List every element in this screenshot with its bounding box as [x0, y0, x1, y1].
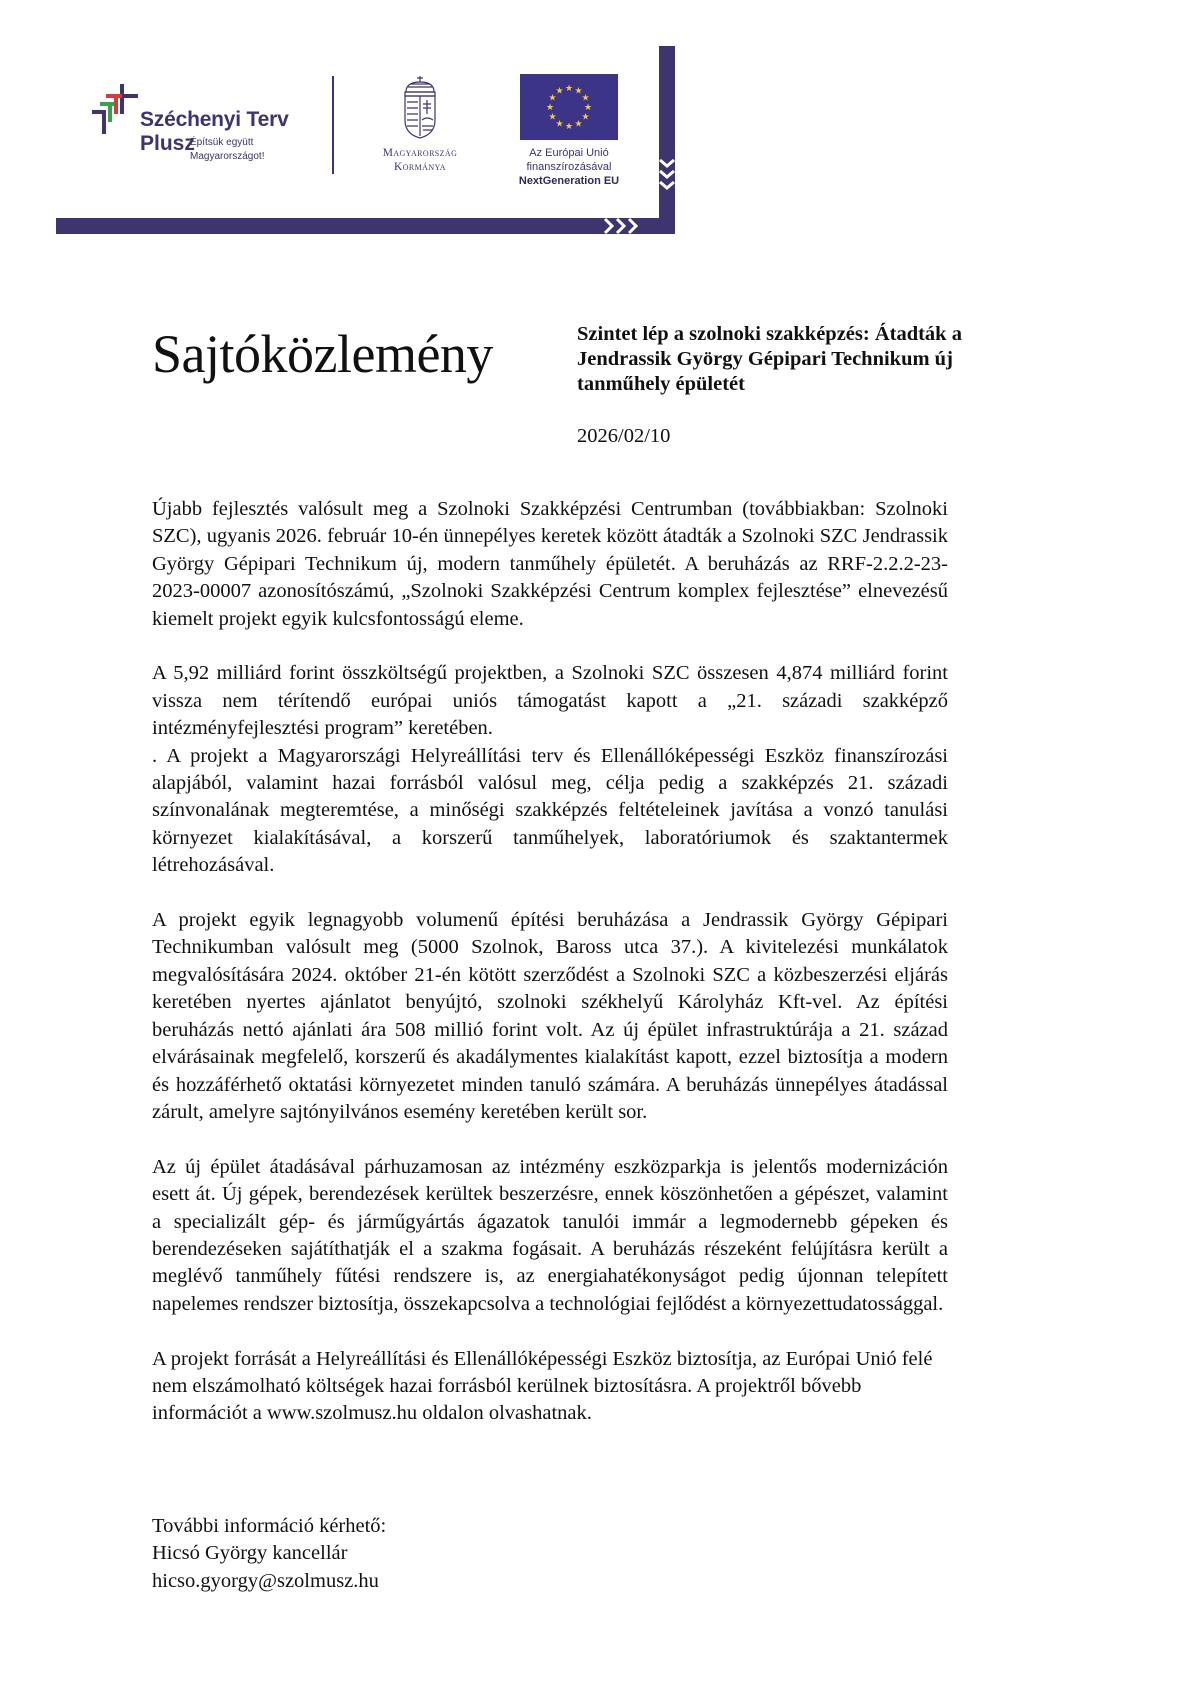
eu-stars-icon [520, 74, 618, 140]
szechenyi-slogan [190, 136, 264, 164]
header-logo-banner [0, 0, 720, 250]
magyarorszag-kormanya-logo [360, 74, 480, 184]
eu-line-1: Az Európai Unió [529, 147, 609, 159]
contact-block [152, 1513, 386, 1595]
slogan-line-1: Építsük együtt [190, 137, 254, 148]
paragraph-project-goal: . A projekt a Magyarországi Helyreállítási terv és Ellenállóképességi Eszköz finanszírozási alapjából, valamint hazai forrásból valósul meg, célja pedig a szakképzés 21. századi színvonalának megteremtése, a minőségi szakképzés feltételeinek javítása a vonzó tanulási környezet kialakításával, a korszerű tanműhelyek, laboratóriumok és szaktantermek létrehozásával. [152, 744, 948, 877]
svg-text:★: ★ [564, 122, 574, 132]
paragraph-funding: A 5,92 milliárd forint összköltségű projektben, a Szolnoki SZC összesen 4,874 milliárd forint vissza nem térítendő európai uniós támogatást kapott a „21. századi szakképző intézményfejlesztési program” keretében. [152, 662, 948, 740]
hungarian-coat-of-arms-icon [396, 74, 444, 140]
slogan-line-2: Magyarországot! [190, 151, 265, 162]
svg-text:★: ★ [555, 119, 564, 130]
svg-text:★: ★ [574, 119, 583, 130]
contact-label: További információ kérhető: [152, 1515, 387, 1537]
svg-text:★: ★ [574, 86, 583, 97]
szechenyi-terv-plusz-logo [92, 84, 312, 174]
press-release-body [152, 496, 948, 1428]
frame-vertical-bar [659, 46, 675, 234]
svg-text:★: ★ [545, 103, 555, 113]
svg-text:★: ★ [555, 86, 564, 97]
government-line-2: Kormánya [394, 161, 446, 173]
government-text [360, 146, 480, 174]
press-release-date: 2026/02/10 [577, 425, 671, 447]
frame-horizontal-bar [56, 218, 675, 234]
szechenyi-title: Széchenyi Terv [140, 108, 289, 131]
eu-text [506, 146, 632, 188]
svg-text:★: ★ [564, 84, 574, 94]
svg-text:★: ★ [583, 103, 593, 113]
chevron-right-icon [603, 218, 643, 234]
svg-text:★: ★ [548, 93, 557, 104]
eu-line-3: NextGeneration EU [518, 175, 620, 187]
eu-nextgeneration-logo [506, 74, 636, 194]
chevron-down-icon [659, 158, 675, 198]
eu-line-2: finanszírozásával [526, 161, 612, 173]
paragraph-source: A projekt forrását a Helyreállítási és Ellenállóképességi Eszköz biztosítja, az Európai Unió felé nem elszámolható költségek hazai forrásból kerülnek biztosításra. A projektről bővebb információt a www.szolmusz.hu oldalon olvashatnak. [152, 1347, 933, 1425]
eu-flag-icon [520, 74, 618, 140]
svg-text:★: ★ [548, 112, 557, 123]
szechenyi-cross-icon [92, 84, 140, 136]
szechenyi-plus: Plusz [140, 132, 195, 155]
government-line-1: Magyarország [382, 147, 458, 159]
paragraph-equipment: Az új épület átadásával párhuzamosan az intézmény eszközparkja is jelentős modernizáción esett át. Új gépek, berendezések kerültek beszerzésre, ennek köszönhetően a gépészet, valamint a specializált gép- és járműgyártás ágazatok tanulói immár a legmodernebb gépeken és berendezéseken sajátíthatják el a szakma fogásait. A beruházás részeként felújításra került a meglévő tanműhely fűtési rendszere is, az energiahatékonyságot pedig újonnan telepített napelemes rendszer biztosítja, összekapcsolva a technológiai fejlődést a környezettudatossággal. [152, 1155, 948, 1315]
paragraph-intro: Újabb fejlesztés valósult meg a Szolnoki Szakképzési Centrumban (továbbiakban: Szolnoki SZC), ugyanis 2026. február 10-én ünnepélyes keretek között átadták a Szolnoki SZC Jendrassik György Gépipari Technikum új, modern tanműhely épületét. A beruházás az RRF-2.2.2-23-2023-00007 azonosítószámú, „Szolnoki Szakképzési Centrum komplex fejlesztése” elnevezésű kiemelt projekt egyik kulcsfontosságú eleme. [152, 498, 948, 630]
svg-text:★: ★ [581, 93, 590, 104]
press-release-headline: Szintet lép a szolnoki szakképzés: Átadták a Jendrassik György Gépipari Technikum új tanműhely épületét [577, 323, 962, 395]
logo-divider [332, 76, 334, 174]
svg-text:★: ★ [581, 112, 590, 123]
document-title: Sajtóközlemény [152, 324, 493, 384]
paragraph-construction: A projekt egyik legnagyobb volumenű építési beruházása a Jendrassik György Gépipari Technikumban valósult meg (5000 Szolnok, Baross utca 37.). A kivitelezési munkálatok megvalósítására 2024. október 21-én kötött szerződést a Szolnoki SZC a közbeszerzési eljárás keretében nyertes ajánlatot benyújtó, szolnoki székhelyű Károlyház Kft-vel. Az építési beruházás nettó ajánlati ára 508 millió forint volt. Az új épület infrastruktúrája a 21. század elvárásainak megfelelő, korszerű és akadálymentes kialakítást kapott, ezzel biztosítja a modern és hozzáférhető oktatási környezetet minden tanuló számára. A beruházás ünnepélyes átadással zárult, amelyre sajtónyilvános esemény keretében került sor. [152, 909, 948, 1123]
contact-email: hicso.gyorgy@szolmusz.hu [152, 1569, 379, 1592]
contact-name: Hicsó György kancellár [152, 1542, 348, 1565]
